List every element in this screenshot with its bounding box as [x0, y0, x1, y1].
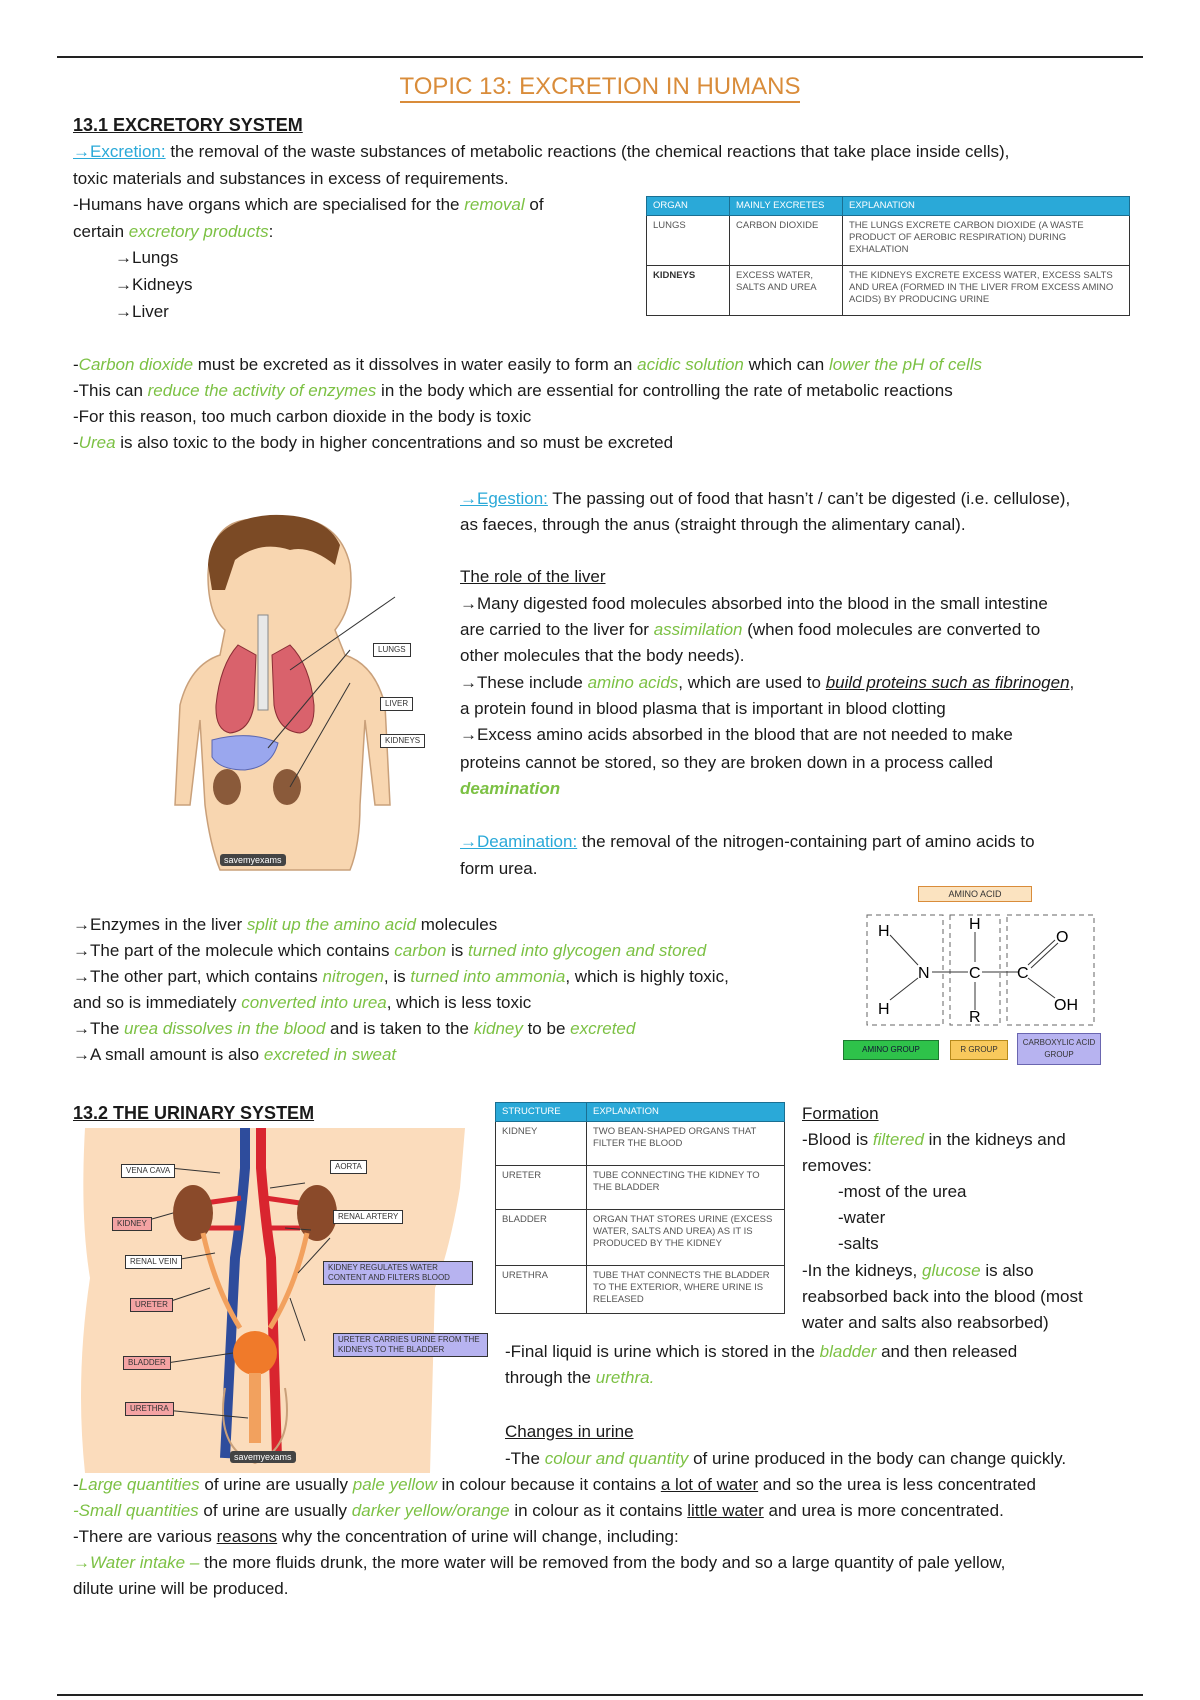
- enzyme-line: →A small amount is also excreted in sweat: [73, 1045, 397, 1064]
- changes-heading: Changes in urine: [505, 1422, 634, 1441]
- liver-line: deamination: [460, 779, 561, 798]
- table-cell: KIDNEYS: [647, 266, 730, 316]
- organ-item-liver: →Liver: [115, 302, 169, 321]
- atom-oh: OH: [1054, 997, 1078, 1014]
- egestion-definition-cont: as faeces, through the anus (straight through the alimentary canal).: [460, 515, 966, 534]
- changes-line: -The colour and quantity of urine produced in the body can change quickly.: [505, 1449, 1067, 1468]
- toxic-paragraph: -For this reason, too much carbon dioxide in the body is toxic: [73, 407, 532, 426]
- atom-h: H: [878, 923, 890, 940]
- enzyme-line: and so is immediately converted into urea, which is less toxic: [73, 993, 532, 1012]
- table-row: [496, 1166, 785, 1210]
- table-cell: URETHRA: [496, 1266, 587, 1314]
- urinary-structure-table: [495, 1102, 785, 1314]
- page-title: TOPIC 13: EXCRETION IN HUMANS: [0, 74, 1200, 100]
- table-header: EXPLANATION: [843, 197, 1130, 216]
- changes-line: dilute urine will be produced.: [73, 1579, 289, 1598]
- table-header: STRUCTURE: [496, 1103, 587, 1122]
- changes-line: →Water intake – the more fluids drunk, the more water will be removed from the body and so a large quantity of pale yellow,: [73, 1553, 1006, 1572]
- table-header: ORGAN: [647, 197, 730, 216]
- final-liquid-line: -Final liquid is urine which is stored in the bladder and then released: [505, 1342, 1018, 1361]
- liver-heading: The role of the liver: [460, 567, 606, 586]
- label-ureter: URETER: [130, 1298, 173, 1312]
- deamination-definition-cont: form urea.: [460, 859, 538, 878]
- organs-intro-cont: certain excretory products:: [73, 222, 274, 241]
- table-cell: THE KIDNEYS EXCRETE EXCESS WATER, EXCESS SALTS AND UREA (FORMED IN THE LIVER FROM EXCESS AMINO ACIDS) BY PRODUCING URINE: [843, 266, 1130, 316]
- amino-acid-label: AMINO ACID: [918, 886, 1032, 902]
- table-cell: BLADDER: [496, 1210, 587, 1266]
- table-cell: EXCESS WATER, SALTS AND UREA: [730, 266, 843, 316]
- co2-paragraph: -Carbon dioxide must be excreted as it dissolves in water easily to form an acidic solution which can lower the pH of cells: [73, 355, 983, 374]
- enzyme-line: →Enzymes in the liver split up the amino acid molecules: [73, 915, 498, 934]
- label-liver: LIVER: [380, 697, 413, 711]
- atom-c: C: [1017, 965, 1029, 982]
- formation-line: -Blood is filtered in the kidneys and: [802, 1130, 1066, 1149]
- final-liquid-line: through the urethra.: [505, 1368, 655, 1387]
- label-kidneys: KIDNEYS: [380, 734, 425, 748]
- table-cell: CARBON DIOXIDE: [730, 216, 843, 266]
- label-aorta: AORTA: [330, 1160, 367, 1174]
- atom-r: R: [969, 1009, 981, 1026]
- table-cell: URETER: [496, 1166, 587, 1210]
- changes-line: -Large quantities of urine are usually pale yellow in colour because it contains a lot of water and so the urea is less concentrated: [73, 1475, 1036, 1494]
- table-cell: LUNGS: [647, 216, 730, 266]
- formation-heading: Formation: [802, 1104, 879, 1123]
- organs-intro: -Humans have organs which are specialised for the removal of: [73, 195, 544, 214]
- excretion-definition: →Excretion: the removal of the waste substances of metabolic reactions (the chemical reactions that take place inside cells),: [73, 142, 1010, 161]
- label-urethra: URETHRA: [125, 1402, 174, 1416]
- table-cell: KIDNEY: [496, 1122, 587, 1166]
- label-ureter-description: URETER CARRIES URINE FROM THE KIDNEYS TO THE BLADDER: [333, 1333, 488, 1357]
- table-header: MAINLY EXCRETES: [730, 197, 843, 216]
- urea-paragraph: -Urea is also toxic to the body in higher concentrations and so must be excreted: [73, 433, 674, 452]
- label-renal-artery: RENAL ARTERY: [333, 1210, 403, 1224]
- formation-item: -salts: [838, 1234, 879, 1253]
- amino-group-label: AMINO GROUP: [843, 1040, 939, 1060]
- formation-item: -water: [838, 1208, 886, 1227]
- label-lungs: LUNGS: [373, 643, 411, 657]
- enzyme-line: →The urea dissolves in the blood and is taken to the kidney to be excreted: [73, 1019, 636, 1038]
- liver-line: →Excess amino acids absorbed in the blood that are not needed to make: [460, 725, 1013, 744]
- carboxylic-group-label: CARBOXYLIC ACID GROUP: [1017, 1033, 1101, 1065]
- liver-line: other molecules that the body needs).: [460, 646, 745, 665]
- table-row: [496, 1266, 785, 1314]
- top-rule: [57, 56, 1143, 58]
- label-vena-cava: VENA CAVA: [121, 1164, 175, 1178]
- liver-line: →These include amino acids, which are used to build proteins such as fibrinogen,: [460, 673, 1075, 692]
- bottom-rule: [57, 1694, 1143, 1696]
- formation-line: -In the kidneys, glucose is also: [802, 1261, 1034, 1280]
- table-cell: THE LUNGS EXCRETE CARBON DIOXIDE (A WASTE PRODUCT OF AEROBIC RESPIRATION) DURING EXHALATION: [843, 216, 1130, 266]
- label-renal-vein: RENAL VEIN: [125, 1255, 182, 1269]
- table-row: [647, 266, 1130, 316]
- amino-acid-structure-diagram: [860, 910, 1100, 1030]
- savemyexams-logo: savemyexams: [230, 1451, 296, 1463]
- changes-line: -There are various reasons why the concentration of urine will change, including:: [73, 1527, 679, 1546]
- atom-n: N: [918, 965, 930, 982]
- label-bladder: BLADDER: [123, 1356, 171, 1370]
- atom-h: H: [969, 916, 981, 933]
- table-cell: TUBE THAT CONNECTS THE BLADDER TO THE EXTERIOR, WHERE URINE IS RELEASED: [587, 1266, 785, 1314]
- formation-line: reabsorbed back into the blood (most: [802, 1287, 1083, 1306]
- table-cell: TWO BEAN-SHAPED ORGANS THAT FILTER THE BLOOD: [587, 1122, 785, 1166]
- liver-line: a protein found in blood plasma that is important in blood clotting: [460, 699, 946, 718]
- liver-line: are carried to the liver for assimilation (when food molecules are converted to: [460, 620, 1041, 639]
- section-heading-urinary: 13.2 THE URINARY SYSTEM: [73, 1103, 315, 1123]
- atom-h: H: [878, 1001, 890, 1018]
- organ-item-kidneys: →Kidneys: [115, 275, 193, 294]
- excretory-organs-diagram: [150, 505, 440, 875]
- r-group-label: R GROUP: [950, 1040, 1008, 1060]
- table-row: [496, 1122, 785, 1166]
- deamination-definition: →Deamination: the removal of the nitrogen-containing part of amino acids to: [460, 832, 1035, 851]
- formation-line: removes:: [802, 1156, 872, 1175]
- urinary-system-diagram: [65, 1128, 485, 1473]
- organ-excretion-table: [646, 196, 1130, 316]
- formation-line: water and salts also reabsorbed): [802, 1313, 1049, 1332]
- table-row: [647, 216, 1130, 266]
- savemyexams-logo: savemyexams: [220, 854, 286, 866]
- changes-line: -Small quantities of urine are usually darker yellow/orange in colour as it contains little water and urea is more concentrated.: [73, 1501, 1004, 1520]
- label-kidney: KIDNEY: [112, 1217, 152, 1231]
- egestion-definition: →Egestion: The passing out of food that hasn’t / can’t be digested (i.e. cellulose),: [460, 489, 1071, 508]
- table-cell: ORGAN THAT STORES URINE (EXCESS WATER, SALTS AND UREA) AS IT IS PRODUCED BY THE KIDNEY: [587, 1210, 785, 1266]
- table-row: [496, 1210, 785, 1266]
- table-header: EXPLANATION: [587, 1103, 785, 1122]
- atom-o: O: [1056, 929, 1069, 946]
- liver-line: proteins cannot be stored, so they are broken down in a process called: [460, 753, 993, 772]
- section-heading-excretory: 13.1 EXCRETORY SYSTEM: [73, 115, 303, 135]
- enzyme-line: →The other part, which contains nitrogen, is turned into ammonia, which is highly toxic,: [73, 967, 729, 986]
- enzyme-line: →The part of the molecule which contains carbon is turned into glycogen and stored: [73, 941, 707, 960]
- formation-item: -most of the urea: [838, 1182, 967, 1201]
- table-cell: TUBE CONNECTING THE KIDNEY TO THE BLADDER: [587, 1166, 785, 1210]
- atom-c: C: [969, 965, 981, 982]
- liver-line: →Many digested food molecules absorbed into the blood in the small intestine: [460, 594, 1048, 613]
- label-kidney-description: KIDNEY REGULATES WATER CONTENT AND FILTERS BLOOD: [323, 1261, 473, 1285]
- enzyme-paragraph: -This can reduce the activity of enzymes in the body which are essential for controlling the rate of metabolic reactions: [73, 381, 953, 400]
- excretion-definition-cont: toxic materials and substances in excess of requirements.: [73, 169, 509, 188]
- organ-item-lungs: →Lungs: [115, 248, 179, 267]
